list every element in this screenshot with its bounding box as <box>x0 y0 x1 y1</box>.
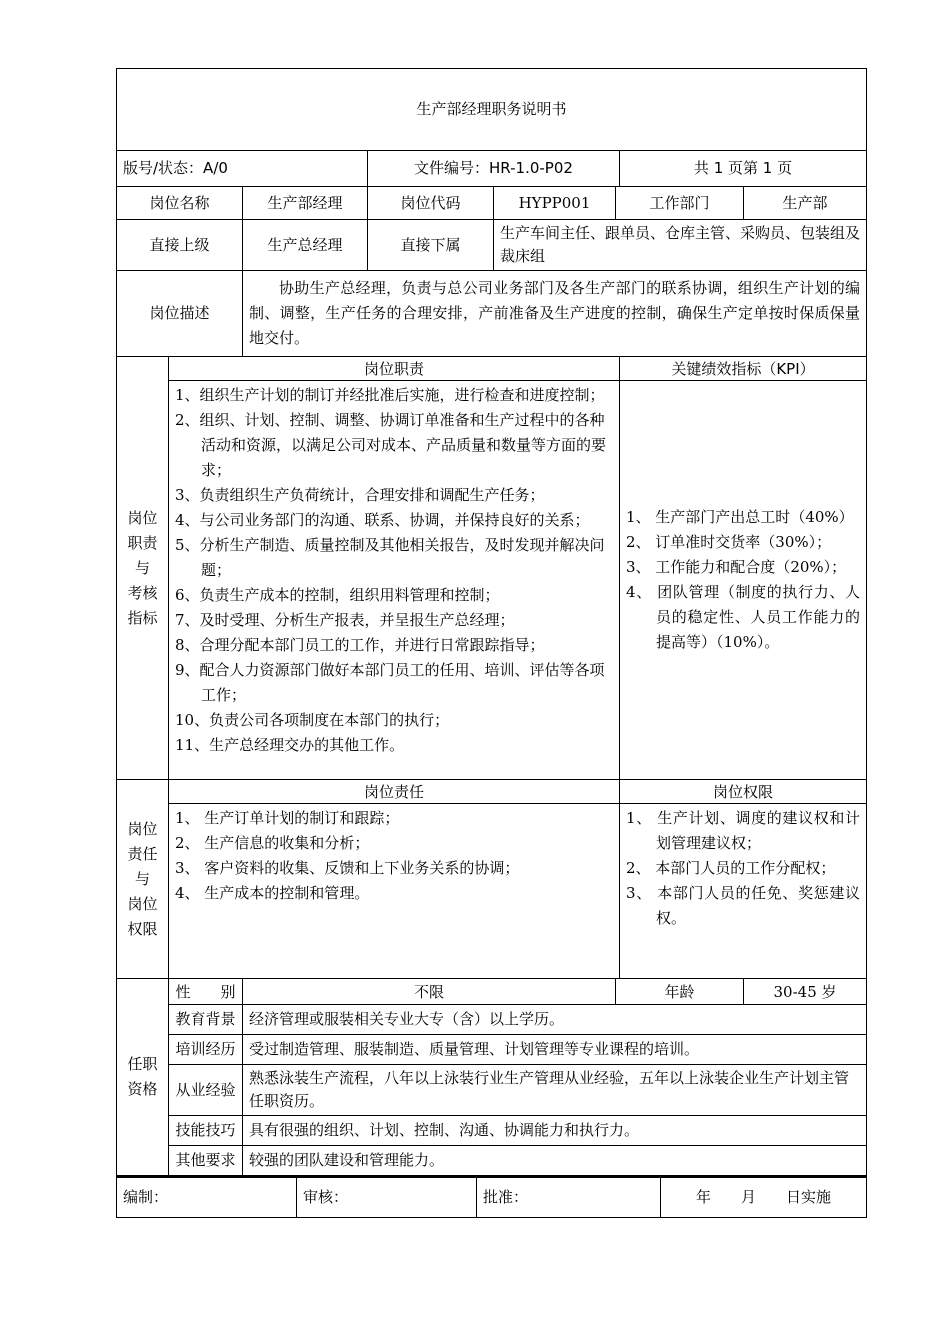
gender-value: 不限 <box>243 979 616 1005</box>
position-code-value: HYPP001 <box>494 187 616 220</box>
responsibility-item: 2、 生产信息的收集和分析； <box>175 834 370 852</box>
duties-side-label <box>117 357 169 780</box>
education-label: 教育背景 <box>169 1005 243 1035</box>
duties-side-label-line: 考核 <box>127 583 158 602</box>
authority-item: 3、 本部门人员的任免、奖惩建议权。 <box>626 884 861 927</box>
responsibility-side-label-line: 权限 <box>127 919 158 938</box>
kpi-item: 2、 订单准时交货率（30%）； <box>626 533 832 551</box>
duties-side-label-line: 指标 <box>127 608 158 627</box>
position-code-label: 岗位代码 <box>368 187 494 220</box>
duty-item: 7、及时受理、分析生产报表，并呈报生产总经理； <box>175 611 515 629</box>
department-value: 生产部 <box>744 187 867 220</box>
other-requirements-label: 其他要求 <box>169 1146 243 1176</box>
skills-label: 技能技巧 <box>169 1116 243 1146</box>
authority-list <box>620 804 867 979</box>
duty-item: 9、配合人力资源部门做好本部门员工的任用、培训、评估等各项工作； <box>175 661 605 704</box>
subordinates-label: 直接下属 <box>368 220 494 271</box>
version-status: 版号/状态：A/0 <box>117 151 368 187</box>
duty-item: 1、组织生产计划的制订并经批准后实施，进行检查和进度控制； <box>175 386 605 404</box>
reviewed-by-field[interactable]: 审核： <box>297 1177 477 1217</box>
job-description-table <box>116 68 867 1176</box>
training-value: 受过制造管理、服装制造、质量管理、计划管理等专业课程的培训。 <box>243 1035 867 1065</box>
experience-label: 从业经验 <box>169 1065 243 1116</box>
job-description-sheet <box>116 68 866 1218</box>
duty-item: 11、生产总经理交办的其他工作。 <box>175 736 405 754</box>
department-label: 工作部门 <box>616 187 744 220</box>
education-value: 经济管理或服装相关专业大专（含）以上学历。 <box>243 1005 867 1035</box>
responsibility-list <box>169 804 620 979</box>
responsibility-header: 岗位责任 <box>169 780 620 804</box>
authority-item: 1、 生产计划、调度的建议权和计划管理建议权； <box>626 809 861 852</box>
responsibility-item: 1、 生产订单计划的制订和跟踪； <box>175 809 400 827</box>
kpi-item: 1、 生产部门产出总工时（40%） <box>626 508 854 526</box>
page-count: 共 1 页第 1 页 <box>620 151 867 187</box>
duties-header: 岗位职责 <box>169 357 620 381</box>
qualification-side-label-line: 任职 <box>127 1055 158 1073</box>
duty-item: 8、合理分配本部门员工的工作，并进行日常跟踪指导； <box>175 636 545 654</box>
duty-item: 5、分析生产制造、质量控制及其他相关报告，及时发现并解决问题； <box>175 536 605 579</box>
gender-label: 性 别 <box>169 979 243 1005</box>
approved-by-field[interactable]: 批准： <box>477 1177 661 1217</box>
signature-row <box>116 1176 867 1218</box>
training-label: 培训经历 <box>169 1035 243 1065</box>
kpi-item: 3、 工作能力和配合度（20%）； <box>626 558 847 576</box>
duty-item: 6、负责生产成本的控制，组织用料管理和控制； <box>175 586 500 604</box>
file-number: 文件编号：HR-1.0-P02 <box>368 151 620 187</box>
skills-value: 具有很强的组织、计划、控制、沟通、协调能力和执行力。 <box>243 1116 867 1146</box>
kpi-item: 4、 团队管理（制度的执行力、人员的稳定性、人员工作能力的提高等）（10%）。 <box>626 583 861 651</box>
age-value: 30-45 岁 <box>744 979 867 1005</box>
responsibility-side-label-line: 责任 <box>127 844 158 863</box>
authority-item: 2、 本部门人员的工作分配权； <box>626 859 836 877</box>
kpi-header: 关键绩效指标（KPI） <box>620 357 867 381</box>
position-name-value: 生产部经理 <box>243 187 368 220</box>
duty-item: 10、负责公司各项制度在本部门的执行； <box>175 711 450 729</box>
duties-side-label-line: 与 <box>134 558 150 577</box>
description-label: 岗位描述 <box>117 271 243 357</box>
responsibility-item: 3、 客户资料的收集、反馈和上下业务关系的协调； <box>175 859 520 877</box>
kpi-list <box>620 381 867 780</box>
experience-value: 熟悉泳装生产流程，八年以上泳装行业生产管理从业经验，五年以上泳装企业生产计划主管任职资历。 <box>243 1065 867 1116</box>
responsibility-side-label <box>117 780 169 979</box>
compiled-by-field[interactable]: 编制： <box>117 1177 297 1217</box>
superior-value: 生产总经理 <box>243 220 368 271</box>
implementation-date-field[interactable]: 年 月 日实施 <box>661 1177 867 1217</box>
authority-header: 岗位权限 <box>620 780 867 804</box>
description-text: 协助生产总经理，负责与总公司业务部门及各生产部门的联系协调，组织生产计划的编制、调整，生产任务的合理安排，产前准备及生产进度的控制，确保生产定单按时保质保量地交付。 <box>243 271 867 357</box>
other-requirements-value: 较强的团队建设和管理能力。 <box>243 1146 867 1176</box>
qualification-side-label-line: 资格 <box>127 1080 158 1098</box>
duties-list <box>169 381 620 780</box>
duty-item: 3、负责组织生产负荷统计，合理安排和调配生产任务； <box>175 486 545 504</box>
superior-label: 直接上级 <box>117 220 243 271</box>
subordinates-value: 生产车间主任、跟单员、仓库主管、采购员、包装组及裁床组 <box>494 220 867 271</box>
duty-item: 4、与公司业务部门的沟通、联系、协调，并保持良好的关系； <box>175 511 590 529</box>
responsibility-side-label-line: 岗位 <box>127 894 158 913</box>
duty-item: 2、组织、计划、控制、调整、协调订单准备和生产过程中的各种活动和资源，以满足公司对成本、产品质量和数量等方面的要求； <box>175 411 607 479</box>
duties-side-label-line: 职责 <box>127 533 158 552</box>
age-label: 年龄 <box>616 979 744 1005</box>
responsibility-side-label-line: 岗位 <box>127 819 158 838</box>
qualification-side-label <box>117 979 169 1176</box>
position-name-label: 岗位名称 <box>117 187 243 220</box>
responsibility-side-label-line: 与 <box>134 869 150 888</box>
responsibility-item: 4、 生产成本的控制和管理。 <box>175 884 370 902</box>
duties-side-label-line: 岗位 <box>127 508 158 527</box>
page-title: 生产部经理职务说明书 <box>117 69 867 151</box>
